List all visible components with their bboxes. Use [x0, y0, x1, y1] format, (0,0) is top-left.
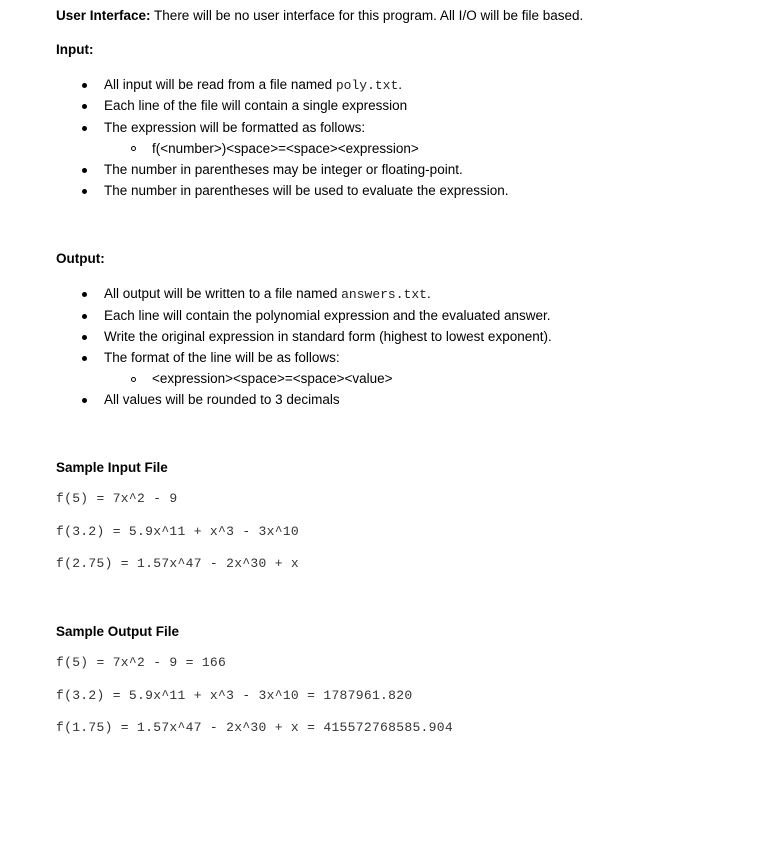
- bullet-icon: [82, 335, 87, 340]
- input-bullet-2: Each line of the file will contain a single expression: [104, 98, 408, 113]
- output-filename: answers.txt: [341, 287, 427, 302]
- bullet-icon: [82, 292, 87, 297]
- bullet-icon: [82, 356, 87, 361]
- bullet-icon: [82, 168, 87, 173]
- sub-bullet-icon: [131, 146, 136, 151]
- sample-output-line: f(1.75) = 1.57x^47 - 2x^30 + x = 415572768585.904: [56, 720, 453, 735]
- sub-bullet-icon: [131, 377, 136, 382]
- bullet-icon: [82, 104, 87, 109]
- input-filename: poly.txt: [335, 78, 399, 93]
- bullet-icon: [82, 189, 87, 194]
- bullet-icon: [82, 314, 87, 319]
- input-bullet-1-text: All input will be read from a file named: [104, 77, 336, 92]
- output-bullet-2: Each line will contain the polynomial expression and the evaluated answer.: [104, 308, 551, 323]
- sample-output-line: f(3.2) = 5.9x^11 + x^3 - 3x^10 = 1787961.820: [56, 688, 413, 703]
- sample-output-heading: Sample Output File: [56, 624, 180, 639]
- user-interface-paragraph: [56, 7, 583, 25]
- bullet-icon: [82, 398, 87, 403]
- sample-input-heading: Sample Input File: [56, 460, 168, 475]
- sample-input-line: f(3.2) = 5.9x^11 + x^3 - 3x^10: [56, 524, 300, 539]
- output-heading: Output:: [56, 251, 105, 266]
- input-sub-bullet-1: f(<number>)<space>=<space><expression>: [152, 141, 419, 156]
- input-bullet-4: The number in parentheses may be integer or floating-point.: [104, 162, 463, 177]
- input-bullet-1: [104, 76, 402, 95]
- sample-input-line: f(5) = 7x^2 - 9: [56, 491, 178, 506]
- bullet-icon: [82, 126, 87, 131]
- input-bullet-5: The number in parentheses will be used to evaluate the expression.: [104, 183, 509, 198]
- output-bullet-1-period: .: [426, 286, 431, 301]
- output-bullet-1: [104, 285, 431, 304]
- input-bullet-3: The expression will be formatted as follows:: [104, 120, 366, 135]
- output-bullet-3: Write the original expression in standard form (highest to lowest exponent).: [104, 329, 552, 344]
- input-bullet-1-period: .: [398, 77, 403, 92]
- sample-input-line: f(2.75) = 1.57x^47 - 2x^30 + x: [56, 556, 300, 571]
- input-heading: Input:: [56, 42, 94, 57]
- output-bullet-1-text: All output will be written to a file named: [104, 286, 342, 301]
- user-interface-text: There will be no user interface for this program. All I/O will be file based.: [150, 8, 584, 23]
- output-sub-bullet-1: <expression><space>=<space><value>: [152, 371, 393, 386]
- user-interface-label: User Interface:: [56, 8, 151, 23]
- bullet-icon: [82, 83, 87, 88]
- output-bullet-4: The format of the line will be as follows:: [104, 350, 340, 365]
- output-bullet-5: All values will be rounded to 3 decimals: [104, 392, 340, 407]
- sample-output-line: f(5) = 7x^2 - 9 = 166: [56, 655, 227, 670]
